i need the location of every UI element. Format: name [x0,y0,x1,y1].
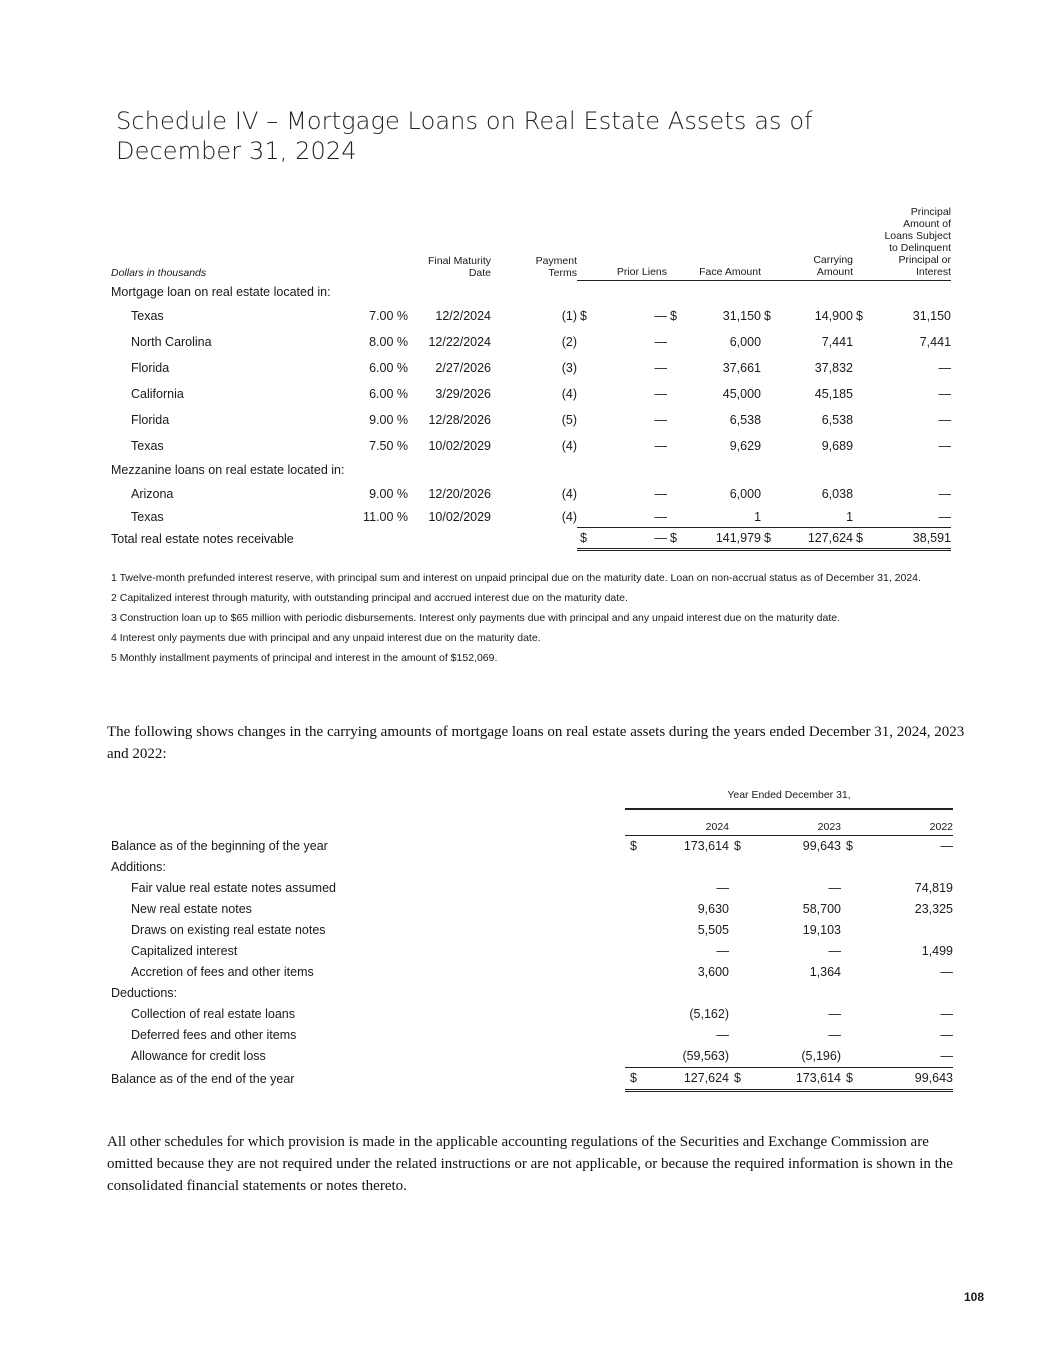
footnote-3: 3 Construction loan up to $65 million with periodic disbursements. Interest only payments due with principal and any unpaid interest due on the maturity date. [111,612,840,624]
table-row: Florida 9.00 % 12/28/2026 (5) — 6,538 6,538 — [131,413,952,427]
mortgage-loans-table [111,206,951,551]
table-row: Fair value real estate notes assumed — — 74,819 [131,881,953,895]
table-row: Balance as of the beginning of the year $ 173,614 $ 99,643 $ — [111,838,953,853]
payment-terms-header: Payment Terms [535,254,577,279]
footnote-1: 1 Twelve-month prefunded interest reserve, with principal sum and interest on unpaid principal due on the maturity date. Loan on non-accrual status as of December 31, 2024. [111,572,921,584]
table-row: Draws on existing real estate notes 5,505 19,103 [131,923,841,937]
table-row: New real estate notes 9,630 58,700 23,325 [131,902,953,916]
table-row: Arizona 9.00 % 12/20/2026 (4) — 6,000 6,038 — [131,487,952,501]
section-row [111,281,951,304]
footnote-5: 5 Monthly installment payments of principal and interest in the amount of $152,069. [111,652,498,664]
deductions-label: Deductions: [111,986,178,1000]
table-row: Texas 7.00 % 12/2/2024 (1) $ — $ 31,150 $ 14,900 $ 31,150 [131,309,952,323]
table-row: Texas 11.00 % 10/02/2029 (4) — 1 1 — [111,507,951,528]
footnote-2: 2 Capitalized interest through maturity, with outstanding principal and accrued interest due on the maturity date. [111,592,628,604]
year-2024-header: 2024 [625,809,729,835]
other-schedules-paragraph: All other schedules for which provision is made in the applicable accounting regulations of the Securities and Exchange Commission are omitted because they are not required under the related instructions or are not applicable, or because the required information is shown in the consolidated financial statements or notes thereto. [107,1134,953,1194]
total-label: Total real estate notes receivable [111,531,294,546]
table-row: Allowance for credit loss (59,563) (5,196) — [111,1046,953,1068]
table-row: Deferred fees and other items — — — [131,1028,953,1042]
section-row [111,857,953,878]
title-line-2: December 31, 2024 [116,137,357,165]
mezzanine-section-label: Mezzanine loans on real estate located in: [111,463,345,477]
table-row: California 6.00 % 3/29/2026 (4) — 45,000 45,185 — [131,387,952,401]
additions-label: Additions: [111,860,166,874]
table-row: Capitalized interest — — 1,499 [131,944,953,958]
carrying-amount-header: Carrying Amount [761,206,853,281]
section-row [111,459,951,481]
year-2022-header: 2022 [841,809,953,835]
carrying-amount-changes-table [111,786,953,1092]
group-header-row [111,786,953,809]
total-row: Balance as of the end of the year $ 127,624 $ 173,614 $ 99,643 [111,1067,953,1090]
year-2023-header: 2023 [729,809,841,835]
dollars-in-thousands-label: Dollars in thousands [111,266,207,279]
final-maturity-header: Final Maturity Date [427,254,491,279]
page-title [116,106,916,166]
table-row: Florida 6.00 % 2/27/2026 (3) — 37,661 37,832 — [131,361,952,375]
mortgage-section-label: Mortgage loan on real estate located in: [111,285,331,299]
prior-liens-header: Prior Liens [577,206,667,281]
footnote-4: 4 Interest only payments due with principal and any unpaid interest due on the maturity date. [111,632,541,644]
footnotes [111,571,951,671]
delinquent-principal-header: Principal Amount of Loans Subject to Delinquent Principal or Interest [853,206,951,281]
table-row: North Carolina 8.00 % 12/22/2024 (2) — 6,000 7,441 7,441 [131,335,952,349]
changes-intro-paragraph: The following shows changes in the carrying amounts of mortgage loans on real estate assets during the years ended December 31, 2024, 2023 and 2022: [107,724,965,762]
table-row: Accretion of fees and other items 3,600 1,364 — [131,965,953,979]
section-row [111,983,953,1004]
page-number: 108 [964,1290,985,1304]
face-amount-header: Face Amount [667,206,761,281]
year-ended-header: Year Ended December 31, [625,786,953,809]
table-row: Collection of real estate loans (5,162) — — [131,1007,953,1021]
year-header-row [111,809,953,835]
total-row: Total real estate notes receivable $ — $ 141,979 $ 127,624 $ 38,591 [111,528,951,550]
table-row: Texas 7.50 % 10/02/2029 (4) — 9,629 9,689 — [131,439,952,453]
title-line-1: Schedule IV – Mortgage Loans on Real Estate Assets as of [116,107,813,135]
table-header-row [111,206,951,281]
